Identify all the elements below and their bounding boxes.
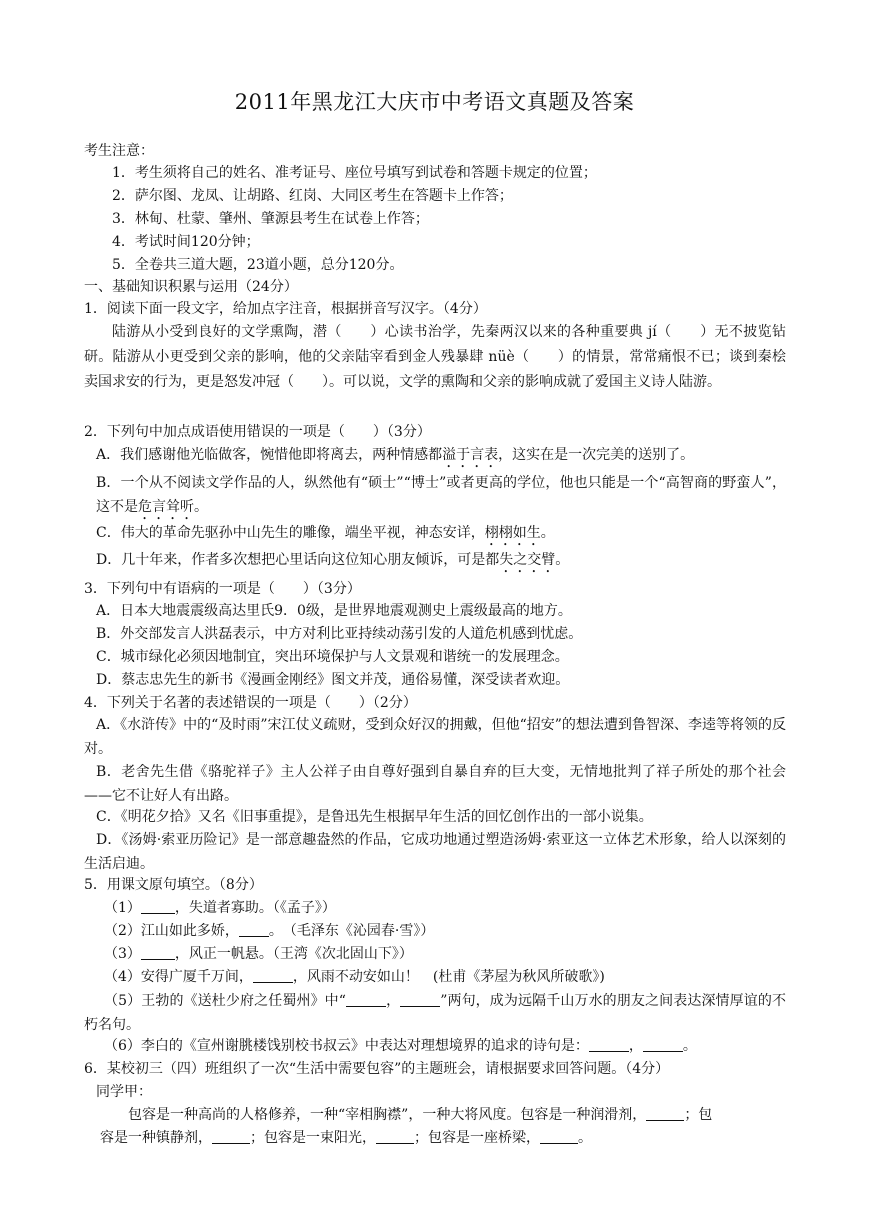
answer-blank[interactable] (646, 1106, 684, 1121)
speech-line-1 (128, 1104, 788, 1126)
question-4-option-c: C．《明花夕拾》又名《旧事重提》，是鲁迅先生根据早年生活的回忆创作出的一部小说集。 (96, 809, 653, 825)
fill-text: （2）江山如此多娇， (104, 923, 239, 939)
speech-line-2 (100, 1127, 788, 1149)
question-2-stem: 2．下列句中加点成语使用错误的一项是（ ）（3分） (84, 424, 431, 440)
option-text: 。 (540, 525, 555, 541)
answer-blank[interactable] (589, 1037, 629, 1052)
option-text: ，这实在是一次完美的送别了。 (498, 447, 695, 463)
fill-line-4 (104, 966, 786, 988)
dotted-idiom: 栩栩如生 (484, 525, 541, 541)
question-4-stem: 4．下列关于名著的表述错误的一项是（ ）（2分） (84, 695, 417, 711)
fill-line-2 (104, 920, 786, 942)
answer-blank[interactable] (212, 1129, 250, 1144)
option-text: D．几十年来，作者多次想把心里话向这位知心朋友倾诉，可是都 (96, 552, 500, 568)
question-6-stem: 6．某校初三（四）班组织了一次“生活中需要包容”的主题班会，请根据要求回答问题。（4分） (84, 1061, 670, 1077)
question-2-option-c (96, 522, 786, 549)
fill-text: ，风雨不动安如山！ (杜甫《茅屋为秋风所破歌》) (292, 969, 605, 985)
dotted-idiom: 失之交臂 (499, 552, 556, 568)
question-1-stem: 1．阅读下面一段文字，给加点字注音，根据拼音写汉字。（4分） (84, 301, 487, 317)
fill-text: （4）安得广厦千万间， (104, 969, 253, 985)
notice-item: 5．全卷共三道大题，23道小题，总分120分。 (112, 257, 404, 273)
speech-text: ；包容是一座桥梁， (414, 1130, 540, 1146)
question-4-option-b: B．老舍先生借《骆驼祥子》主人公祥子由自尊好强到自暴自弃的巨大变，无情地批判了祥子所处的那个社会——它不让好人有出路。 (84, 764, 786, 804)
answer-blank[interactable] (141, 945, 175, 960)
notice-item: 2．萨尔图、龙凤、让胡路、红岗、大同区考生在答题卡上作答； (112, 188, 513, 204)
fill-text: （6）李白的《宣州谢朓楼饯别校书叔云》中表达对理想境界的追求的诗句是： (104, 1038, 589, 1054)
speech-text: 包容是一种高尚的人格修养，一种“宰相胸襟”，一种大将风度。包容是一种润滑剂， (128, 1107, 647, 1123)
option-text: A．我们感谢他光临做客，惋惜他即将离去，两种情感都 (96, 447, 443, 463)
answer-blank[interactable] (376, 1129, 414, 1144)
answer-blank[interactable] (239, 922, 269, 937)
fill-line-1 (104, 897, 786, 919)
question-2-option-d (96, 549, 786, 576)
notice-heading: 考生注意： (84, 143, 154, 159)
answer-blank[interactable] (346, 992, 386, 1007)
fill-text: （1） (104, 900, 141, 916)
fill-text: ，失道者寡助。（《孟子》） (174, 900, 336, 916)
answer-blank[interactable] (540, 1129, 578, 1144)
answer-blank[interactable] (253, 968, 293, 983)
fill-line-3 (104, 943, 786, 965)
fill-line-6 (104, 1035, 786, 1057)
fill-text: ， (628, 1038, 643, 1054)
option-text: C．伟大的革命先驱孙中山先生的雕像，端坐平视，神态安详， (96, 525, 485, 541)
question-5-stem: 5．用课文原句填空。（8分） (84, 877, 263, 893)
fill-text: 。 （毛泽东《沁园春·雪》） (268, 923, 435, 939)
page-title: 2011年黑龙江大庆市中考语文真题及答案 (234, 90, 635, 114)
notice-item: 3．林甸、杜蒙、肇州、肇源县考生在试卷上作答； (112, 211, 429, 227)
notice-item: 1．考生须将自己的姓名、准考证号、座位号填写到试卷和答题卡规定的位置； (112, 165, 597, 181)
question-3-option: D．蔡志忠先生的新书《漫画金刚经》图文并茂，通俗易懂，深受读者欢迎。 (96, 672, 570, 688)
fill-text: （5）王勃的《送杜少府之任蜀州》中“ (104, 993, 346, 1009)
question-3-stem: 3．下列句中有语病的一项是（ ）（3分） (84, 581, 361, 597)
answer-blank[interactable] (643, 1037, 683, 1052)
fill-text: ”两句，成为远隔千山万水的朋友之间表达深情厚谊的不朽名句。 (84, 993, 787, 1033)
question-3-option: C．城市绿化必须因地制宜，突出环境保护与人文景观和谐统一的发展理念。 (96, 649, 569, 665)
question-4-option-d: D．《汤姆·索亚历险记》是一部意趣盎然的作品，它成功地通过塑造汤姆·索亚这一立体艺术形象，给人以深刻的生活启迪。 (84, 832, 786, 872)
notice-item: 4．考试时间120分钟； (112, 234, 260, 250)
question-1-passage: 陆游从小受到良好的文学熏陶，潜（ ）心读书治学，先秦两汉以来的各种重要典 jí（ ）无不披览钻研。陆游从小更受到父亲的影响，他的父亲陆宰看到金人残暴肆 nüè（ ）的情景，常常痛恨不已；谈到秦桧卖国求安的行为，更是怒发冲冠（ ）。可以说，文学的熏陶和父亲的影响成就了爱国主义诗人陆游。 (84, 324, 786, 390)
fill-line-5 (84, 989, 786, 1037)
dotted-idiom: 溢于言表 (442, 447, 499, 463)
speech-text: ；包容是一束阳光， (250, 1130, 376, 1146)
speech-text: 。 (578, 1130, 592, 1146)
question-3-option: B．外交部发言人洪磊表示，中方对利比亚持续动荡引发的人道危机感到忧虑。 (96, 626, 583, 642)
question-2-option-b (96, 471, 786, 523)
speech-text: 容是一种镇静剂， (100, 1130, 212, 1146)
fill-text: （3） (104, 946, 141, 962)
question-4-option-a: A．《水浒传》中的“及时雨”宋江仗义疏财，受到众好汉的拥戴，但他“招安”的想法遭到鲁智深、李逵等将领的反对。 (84, 717, 786, 757)
dotted-idiom: 危言耸听 (138, 499, 194, 515)
fill-text: ， (385, 993, 401, 1009)
speaker-label: 同学甲： (96, 1084, 152, 1100)
fill-text: 。 (682, 1038, 697, 1054)
option-text: B．一个从不阅读文学作品的人，纵然他有“硕士”“博士”或者更高的学位，他也只能是一个“高智商的野蛮人”，这不是 (96, 475, 786, 515)
option-text: 。 (194, 499, 208, 515)
answer-blank[interactable] (141, 899, 175, 914)
section-heading: 一、基础知识积累与运用（24分） (84, 279, 298, 295)
question-3-option: A．日本大地震震级高达里氏9．0级，是世界地震观测史上震级最高的地方。 (96, 603, 572, 619)
question-2-option-a (96, 444, 786, 471)
fill-text: ，风正一帆悬。（王湾《次北固山下》） (174, 946, 413, 962)
option-text: 。 (555, 552, 570, 568)
speech-text: ；包 (684, 1107, 713, 1123)
answer-blank[interactable] (400, 992, 440, 1007)
